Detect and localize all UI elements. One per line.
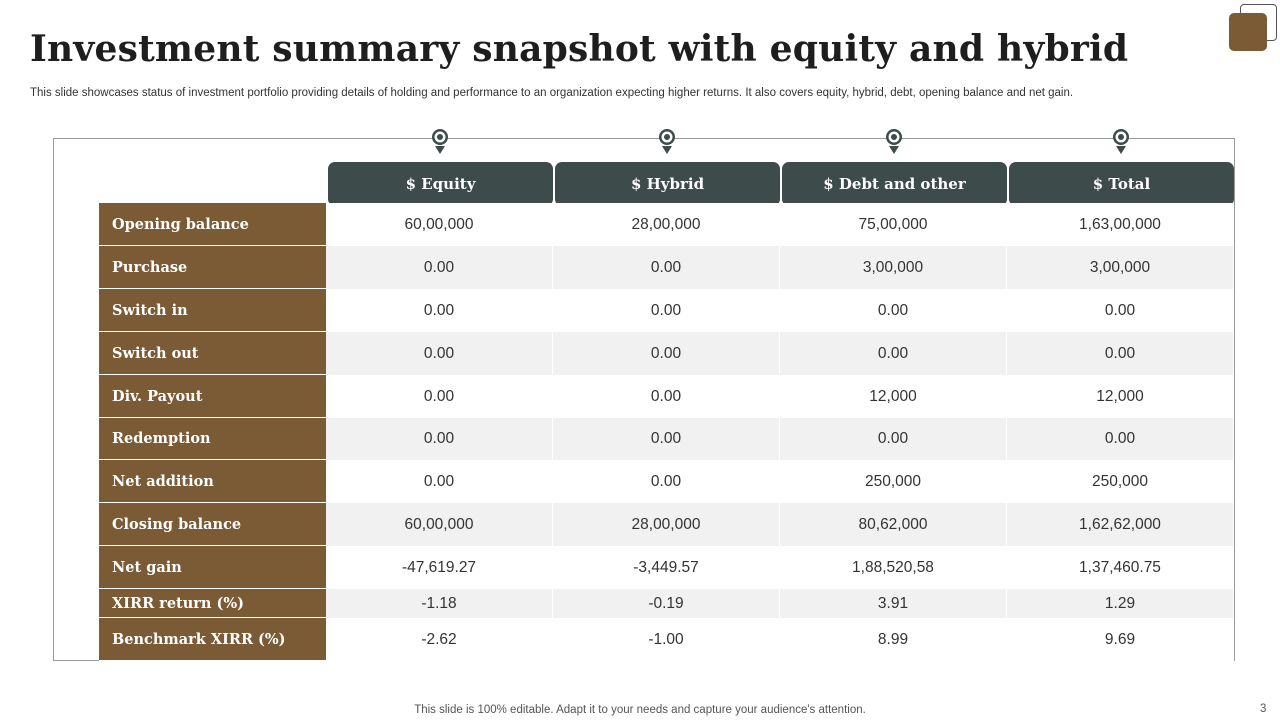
row-label: XIRR return (%) — [99, 589, 326, 618]
table-row — [99, 460, 1235, 503]
table-cell: 0.00 — [553, 332, 780, 375]
table-cell: 0.00 — [553, 460, 780, 503]
row-label: Redemption — [99, 418, 326, 460]
table-cell: 1,62,62,000 — [1007, 503, 1234, 546]
location-pin-icon — [430, 128, 450, 156]
table-cell: -1.18 — [326, 589, 553, 618]
table-row — [99, 375, 1235, 418]
row-label: Benchmark XIRR (%) — [99, 618, 326, 661]
page-title: Investment summary snapshot with equity and hybrid — [30, 28, 1129, 70]
table-cell: 3.91 — [780, 589, 1007, 618]
page-subtitle: This slide showcases status of investment portfolio providing details of holding and performance to an organization expecting higher returns. It also covers equity, hybrid, debt, opening balance and net gain. — [30, 87, 1074, 99]
table-cell: 0.00 — [326, 460, 553, 503]
footer-note: This slide is 100% editable. Adapt it to your needs and capture your audience's attention. — [414, 704, 866, 716]
table-cell: 0.00 — [780, 332, 1007, 375]
table-row — [99, 503, 1235, 546]
table-row — [99, 589, 1235, 618]
row-label: Purchase — [99, 246, 326, 289]
table-cell: 0.00 — [326, 289, 553, 332]
table-cell: 0.00 — [553, 246, 780, 289]
table-cell: 1,88,520,58 — [780, 546, 1007, 589]
table-cell: 75,00,000 — [780, 203, 1007, 246]
table-cell: 1,37,460.75 — [1007, 546, 1234, 589]
table-cell: 0.00 — [780, 289, 1007, 332]
table-cell: 0.00 — [326, 332, 553, 375]
table-cell: 12,000 — [1007, 375, 1234, 418]
location-pin-icon — [1111, 128, 1131, 156]
table-row — [99, 332, 1235, 375]
table-cell: 28,00,000 — [553, 203, 780, 246]
table-cell: 0.00 — [780, 418, 1007, 460]
table-cell: 0.00 — [1007, 418, 1234, 460]
table-cell: -0.19 — [553, 589, 780, 618]
table-cell: 3,00,000 — [780, 246, 1007, 289]
table-cell: 12,000 — [780, 375, 1007, 418]
page-number: 3 — [1260, 703, 1267, 715]
table-cell: 0.00 — [553, 289, 780, 332]
table-cell: 0.00 — [326, 375, 553, 418]
table-row — [99, 246, 1235, 289]
table-cell: 0.00 — [553, 418, 780, 460]
table-row — [99, 418, 1235, 460]
table-cell: -3,449.57 — [553, 546, 780, 589]
corner-decoration-box — [1229, 13, 1267, 51]
table-cell: 0.00 — [326, 246, 553, 289]
table-cell: 60,00,000 — [326, 503, 553, 546]
location-pin-icon — [884, 128, 904, 156]
table-cell: 250,000 — [780, 460, 1007, 503]
row-label: Switch out — [99, 332, 326, 375]
table-cell: 1.29 — [1007, 589, 1234, 618]
location-pin-icon — [657, 128, 677, 156]
table-cell: -2.62 — [326, 618, 553, 661]
table-cell: 0.00 — [326, 418, 553, 460]
row-label: Opening balance — [99, 203, 326, 246]
column-header-equity: $ Equity — [328, 162, 553, 206]
row-label: Div. Payout — [99, 375, 326, 418]
table-cell: -47,619.27 — [326, 546, 553, 589]
row-label: Net gain — [99, 546, 326, 589]
table-row — [99, 618, 1235, 661]
column-header-total: $ Total — [1009, 162, 1234, 206]
table-cell: 0.00 — [1007, 332, 1234, 375]
table-cell: 60,00,000 — [326, 203, 553, 246]
table-cell: 80,62,000 — [780, 503, 1007, 546]
table-cell: 0.00 — [553, 375, 780, 418]
table-cell: 0.00 — [1007, 289, 1234, 332]
table-row — [99, 203, 1235, 246]
table-row — [99, 546, 1235, 589]
table-cell: 8.99 — [780, 618, 1007, 661]
table-cell: -1.00 — [553, 618, 780, 661]
table-cell: 28,00,000 — [553, 503, 780, 546]
table-cell: 9.69 — [1007, 618, 1234, 661]
row-label: Net addition — [99, 460, 326, 503]
column-header-hybrid: $ Hybrid — [555, 162, 780, 206]
table-cell: 1,63,00,000 — [1007, 203, 1234, 246]
table-row — [99, 289, 1235, 332]
table-cell: 3,00,000 — [1007, 246, 1234, 289]
table-cell: 250,000 — [1007, 460, 1234, 503]
row-label: Closing balance — [99, 503, 326, 546]
row-label: Switch in — [99, 289, 326, 332]
column-header-debt: $ Debt and other — [782, 162, 1007, 206]
